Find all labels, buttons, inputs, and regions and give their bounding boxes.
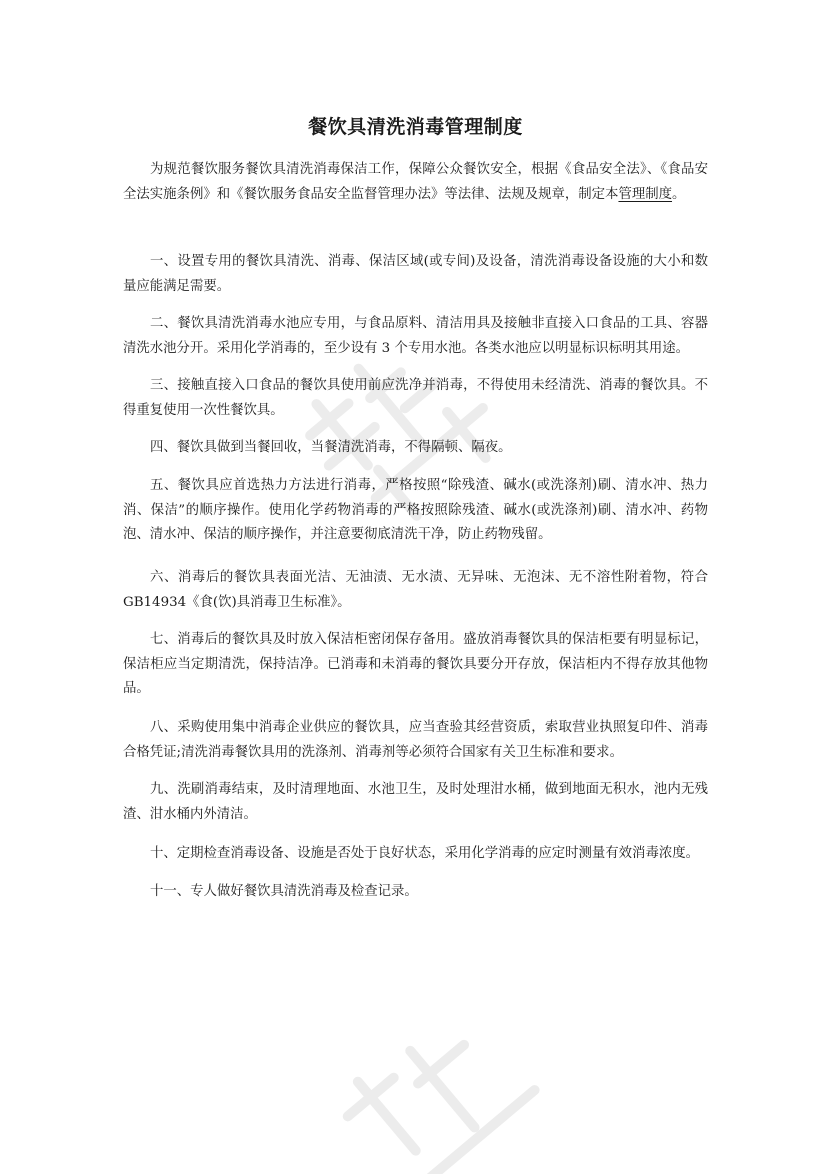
watermark-stamp-icon bbox=[330, 990, 560, 1174]
intro-paragraph bbox=[123, 158, 708, 207]
item-8: 八、采购使用集中消毒企业供应的餐饮具，应当查验其经营资质，索取营业执照复印件、消毒合格凭证;清洗消毒餐饮具用的洗涤剂、消毒剂等必须符合国家有关卫生标准和要求。 bbox=[123, 720, 708, 760]
item-10: 十、定期检查消毒设备、设施是否处于良好状态，采用化学消毒的应定时测量有效消毒浓度。 bbox=[150, 846, 700, 861]
item-4: 四、餐饮具做到当餐回收，当餐清洗消毒，不得隔顿、隔夜。 bbox=[150, 440, 512, 455]
item-7: 七、消毒后的餐饮具及时放入保洁柜密闭保存备用。盛放消毒餐饮具的保洁柜要有明显标记，保洁柜应当定期清洗，保持洁净。已消毒和未消毒的餐饮具要分开存放，保洁柜内不得存放其他物品。 bbox=[123, 632, 708, 696]
management-system-link[interactable]: 管理制度 bbox=[618, 186, 673, 202]
item-2: 二、餐饮具清洗消毒水池应专用，与食品原料、清洁用具及接触非直接入口食品的工具、容器清洗水池分开。采用化学消毒的，至少设有 3 个专用水池。各类水池应以明显标识标明其用途。 bbox=[123, 316, 708, 356]
item-6: 六、消毒后的餐饮具表面光洁、无油渍、无水渍、无异味、无泡沫、无不溶性附着物，符合 GB14934《食(饮)具消毒卫生标准》。 bbox=[123, 570, 708, 610]
intro-text: 为规范餐饮服务餐饮具清洗消毒保洁工作，保障公众餐饮安全，根据《食品安全法》、《食品安全法实施条例》和《餐饮服务食品安全监督管理办法》等法律、法规及规章，制定本 bbox=[123, 162, 708, 202]
item-5: 五、餐饮具应首选热力方法进行消毒，严格按照“除残渣、碱水(或洗涤剂)刷、清水冲、热力消、保洁”的顺序操作。使用化学药物消毒的严格按照除残渣、碱水(或洗涤剂)刷、清水冲、药物泡、清水冲、保洁的顺序操作，并注意要彻底清洗干净，防止药物残留。 bbox=[123, 478, 708, 542]
item-11: 十一、专人做好餐饮具清洗消毒及检查记录。 bbox=[150, 884, 418, 899]
item-3: 三、接触直接入口食品的餐饮具使用前应洗净并消毒，不得使用未经清洗、消毒的餐饮具。不得重复使用一次性餐饮具。 bbox=[123, 378, 708, 418]
item-1: 一、设置专用的餐饮具清洗、消毒、保洁区域(或专间)及设备，清洗消毒设备设施的大小和数量应能满足需要。 bbox=[123, 254, 708, 294]
intro-end: 。 bbox=[672, 186, 686, 202]
item-9: 九、洗刷消毒结束，及时清理地面、水池卫生，及时处理泔水桶，做到地面无积水，池内无残渣、泔水桶内外清洁。 bbox=[123, 782, 708, 822]
document-title: 餐饮具清洗消毒管理制度 bbox=[308, 116, 523, 138]
watermark-lower bbox=[330, 990, 560, 1174]
